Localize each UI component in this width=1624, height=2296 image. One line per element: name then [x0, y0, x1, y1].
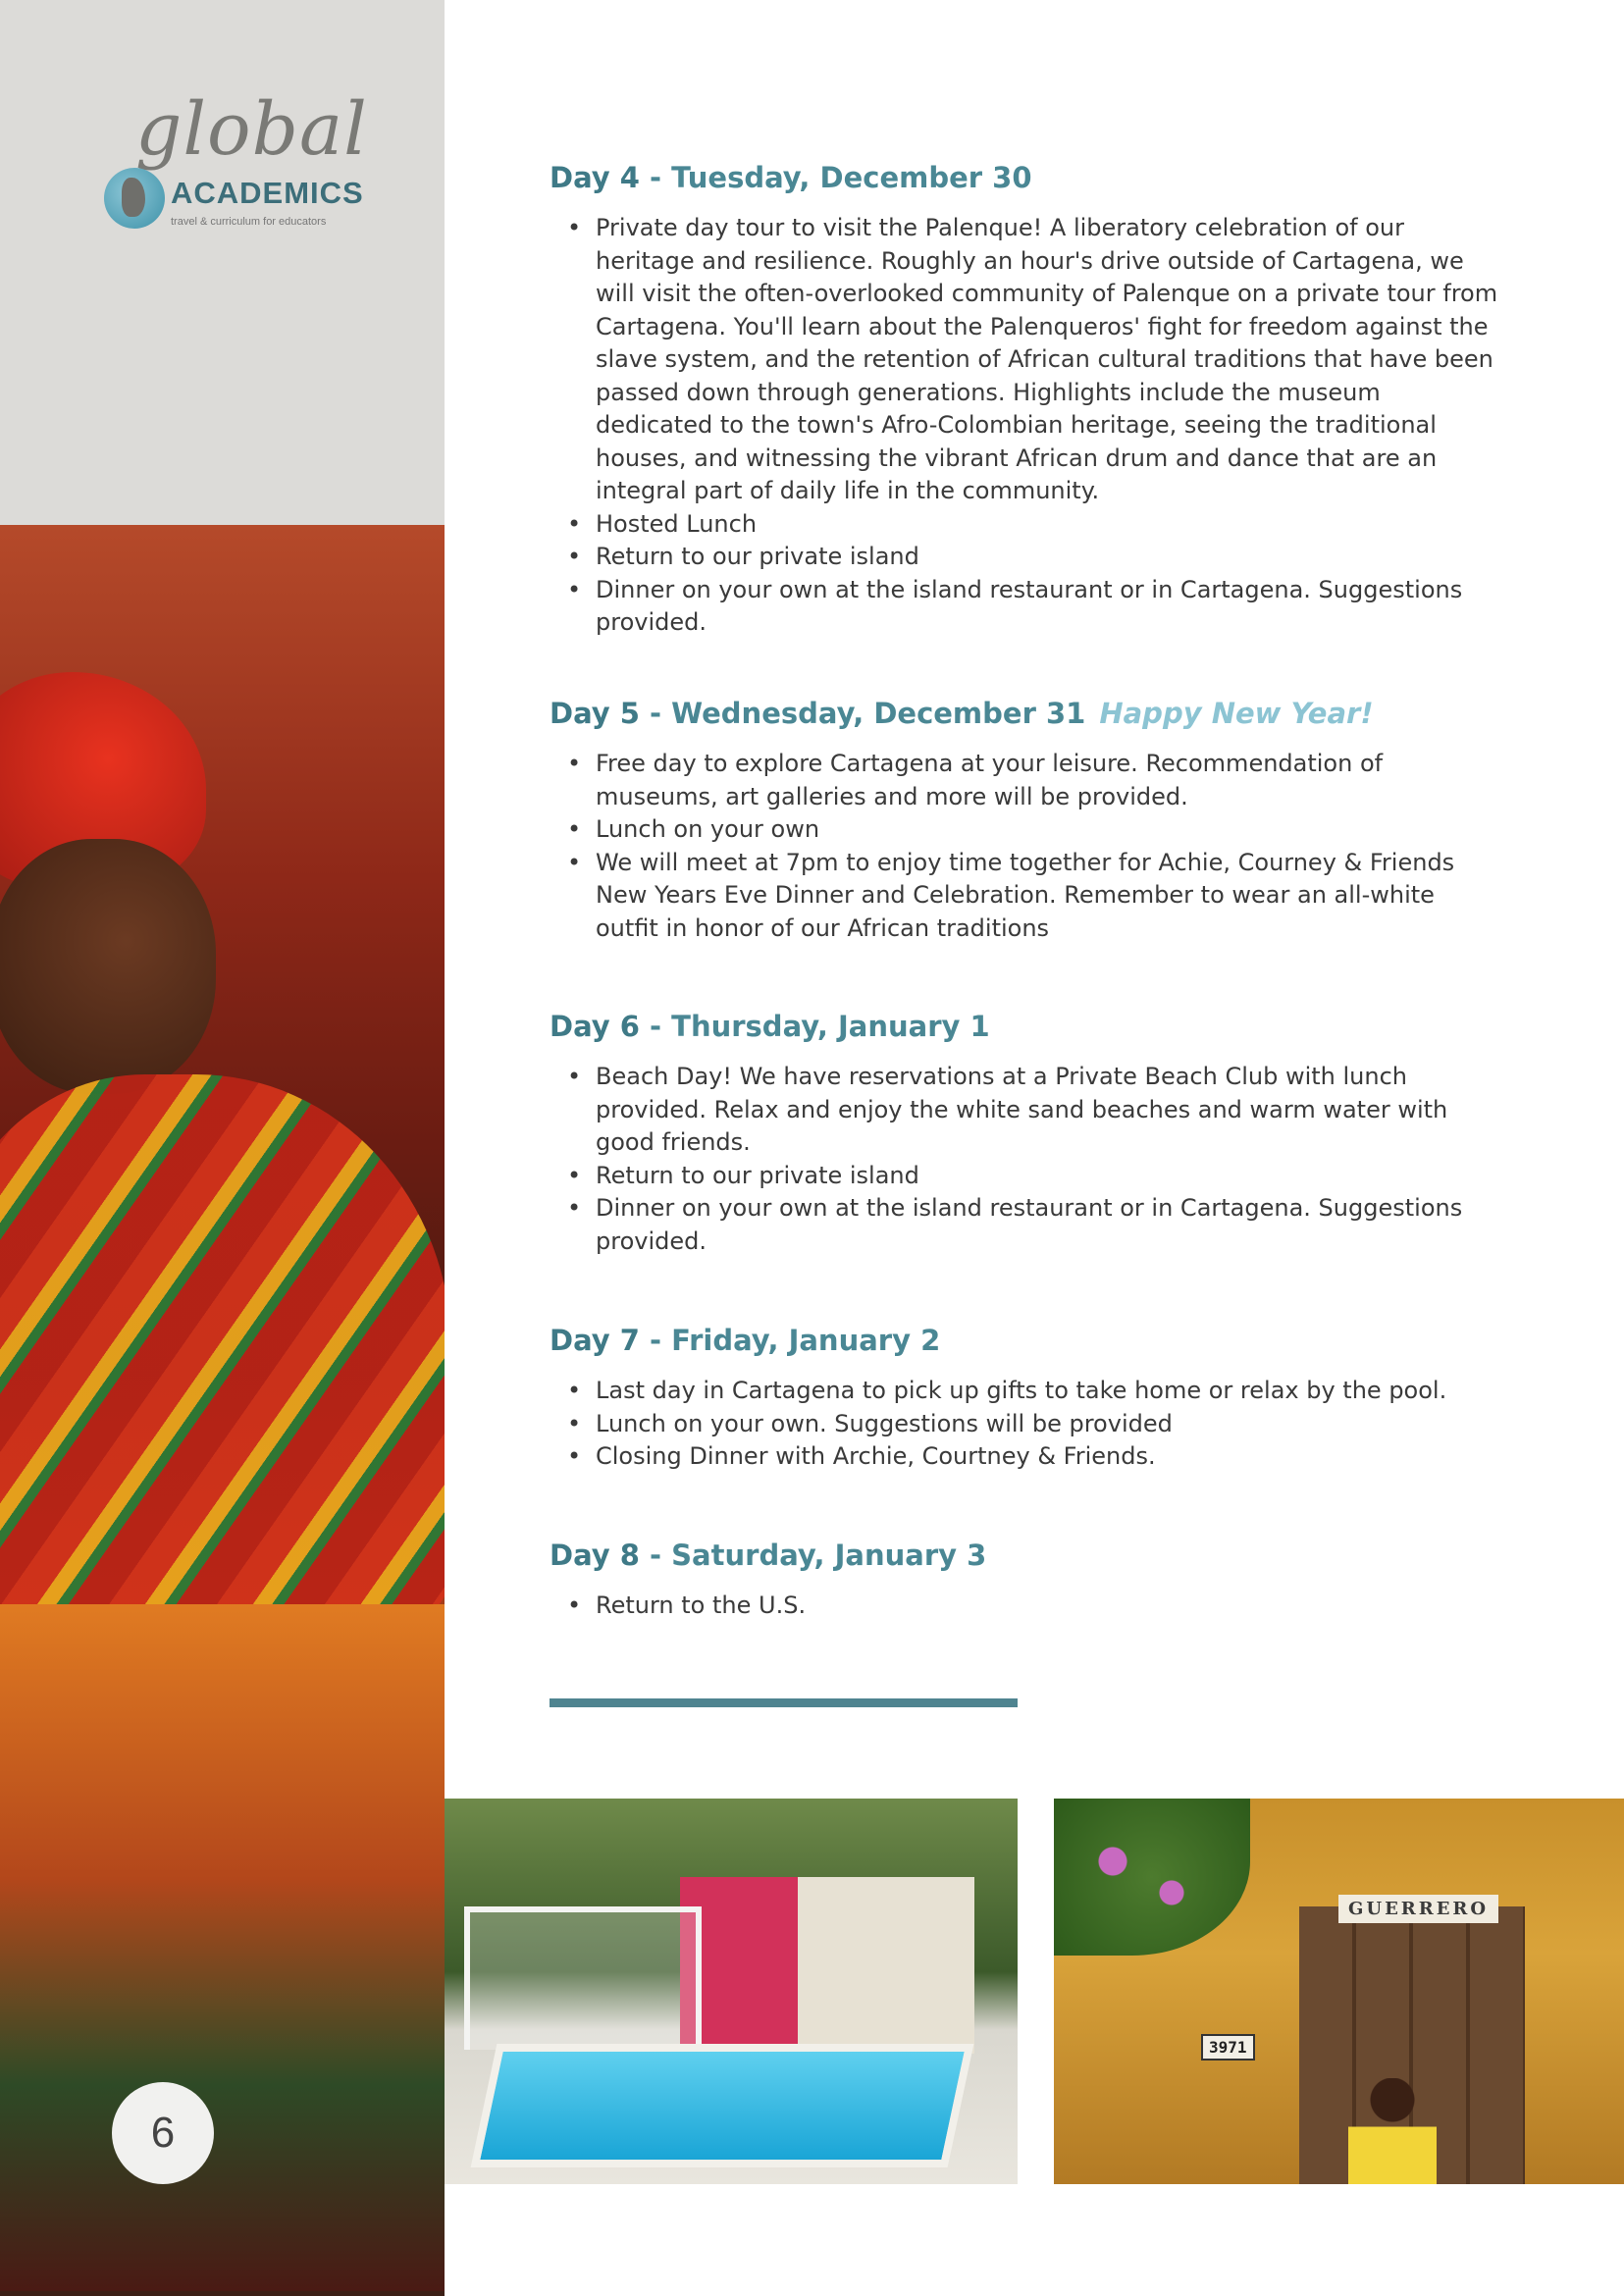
skirt-shape [0, 1604, 445, 2291]
list-item: • Private day tour to visit the Palenque! A liberatory celebration of our heritage and resilience. Roughly an hour's drive outside of Cartagena, we will visit the often-overlooked community of Palenque on a private tour from Cartagena. You'll learn about the Palenqueros' fight for freedom against the slave system, and the retention of African cultural traditions that have been passed down through generations. Highlights include the museum dedicated to the town's Afro-Colombian heritage, seeing the traditional houses, and witnessing the vibrant African drum and dance that are an integral part of daily life in the community. [550, 212, 1498, 508]
day-items [550, 1061, 1531, 1258]
globe-icon [104, 168, 165, 229]
day-date: Wednesday, December 31 [671, 697, 1086, 730]
pool-water-shape [471, 2044, 974, 2167]
person-shape [1348, 2078, 1437, 2184]
day-heading: Day 4 - Tuesday, December 30 [550, 161, 1032, 194]
day-items [550, 748, 1531, 945]
day-5-section [550, 697, 1531, 945]
photo-palenquera-woman [0, 525, 445, 2296]
list-item: • Dinner on your own at the island restaurant or in Cartagena. Suggestions provided. [550, 1192, 1498, 1258]
house-shape [680, 1877, 974, 2054]
day-label: Day 7 [550, 1324, 640, 1357]
sidebar-top-panel [0, 0, 445, 525]
day-date: Tuesday, December 30 [671, 161, 1032, 194]
photo-cartagena-door [1054, 1799, 1624, 2184]
divider-rule [550, 1698, 1018, 1707]
logo-tagline: travel & curriculum for educators [171, 216, 327, 228]
list-item: • Return to the U.S. [550, 1590, 1498, 1623]
day-date: Thursday, January 1 [671, 1010, 990, 1043]
day-4-section [550, 161, 1531, 640]
list-item: • Lunch on your own. Suggestions will be provided [550, 1408, 1498, 1441]
list-item: • Return to our private island [550, 1160, 1498, 1193]
list-item: • Last day in Cartagena to pick up gifts to take home or relax by the pool. [550, 1375, 1498, 1408]
day-date: Friday, January 2 [671, 1324, 941, 1357]
list-item: • Lunch on your own [550, 813, 1498, 847]
day-heading: Day 6 - Thursday, January 1 [550, 1010, 990, 1043]
day-label: Day 8 [550, 1539, 640, 1572]
face-shape [0, 839, 216, 1094]
bougainvillea-shape [1054, 1799, 1250, 1956]
day-items [550, 212, 1531, 640]
list-item: • Dinner on your own at the island restaurant or in Cartagena. Suggestions provided. [550, 574, 1498, 640]
day-heading: Day 8 - Saturday, January 3 [550, 1539, 987, 1572]
logo-script-text: global [135, 87, 368, 172]
door-number-plate: 3971 [1201, 2034, 1255, 2061]
day-6-section [550, 1010, 1531, 1258]
dress-shape [0, 1074, 445, 1624]
day-heading: Day 5 - Wednesday, December 31 Happy New Year! [550, 697, 1374, 730]
day-date: Saturday, January 3 [671, 1539, 987, 1572]
door-sign: GUERRERO [1338, 1895, 1498, 1923]
day-items [550, 1375, 1531, 1474]
list-item: • Return to our private island [550, 541, 1498, 574]
list-item: • Free day to explore Cartagena at your leisure. Recommendation of museums, art galleries and more will be provided. [550, 748, 1498, 813]
day-7-section [550, 1324, 1531, 1474]
page-number: 6 [112, 2082, 214, 2184]
cabana-shape [464, 1906, 702, 2050]
day-items [550, 1590, 1531, 1623]
global-academics-logo [98, 87, 368, 240]
photo-island-pool [445, 1799, 1018, 2184]
day-label: Day 4 [550, 161, 640, 194]
list-item: • Closing Dinner with Archie, Courtney & Friends. [550, 1440, 1498, 1474]
day-8-section [550, 1541, 1531, 1623]
day-label: Day 6 [550, 1010, 640, 1043]
day-note: Happy New Year! [1099, 697, 1374, 730]
list-item: • We will meet at 7pm to enjoy time together for Achie, Courney & Friends New Years Eve Dinner and Celebration. Remember to wear an all-white outfit in honor of our African traditions [550, 847, 1498, 946]
day-label: Day 5 [550, 697, 640, 730]
day-heading: Day 7 - Friday, January 2 [550, 1324, 941, 1357]
logo-name: ACADEMICS [171, 176, 364, 210]
list-item: • Beach Day! We have reservations at a Private Beach Club with lunch provided. Relax and enjoy the white sand beaches and warm water with good friends. [550, 1061, 1498, 1160]
list-item: • Hosted Lunch [550, 508, 1498, 542]
